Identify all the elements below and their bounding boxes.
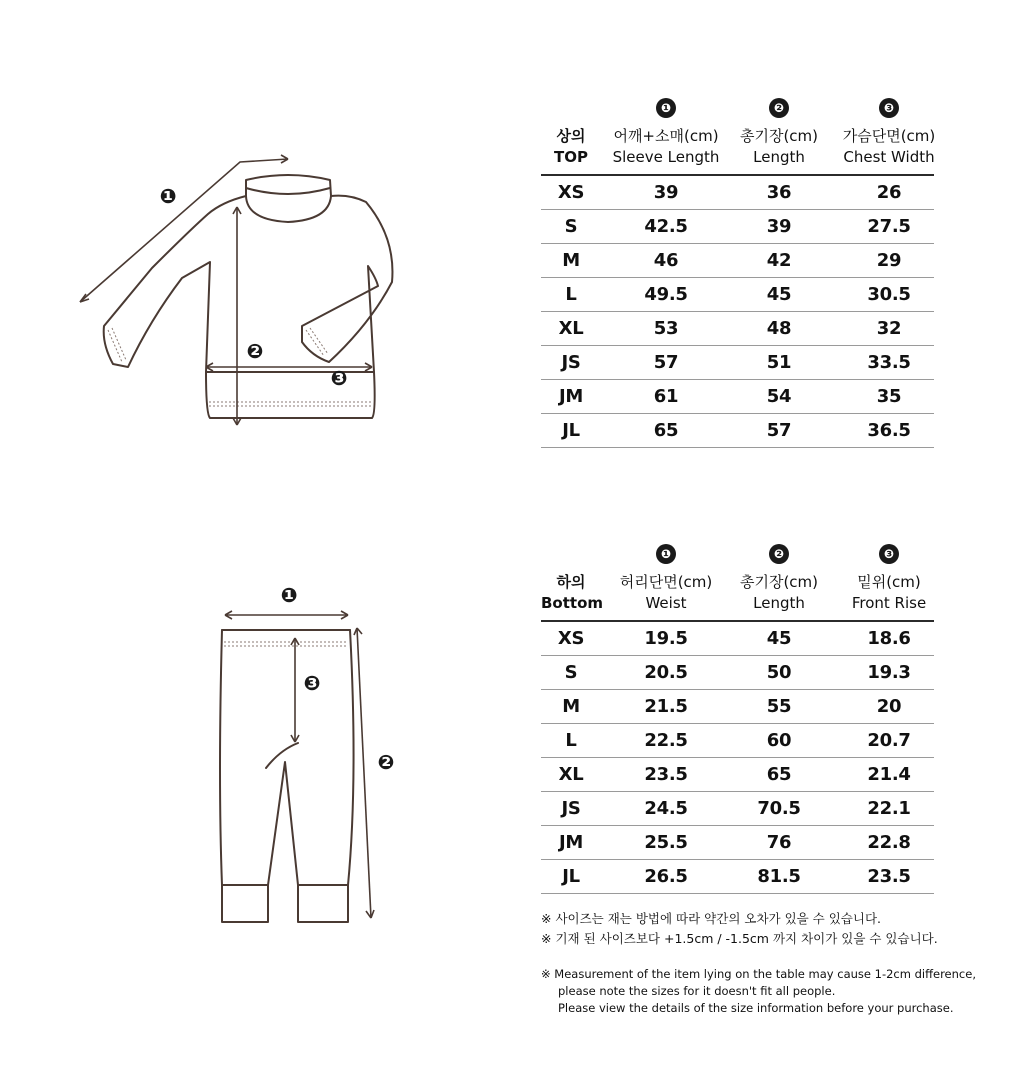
value-cell: 50 [766, 662, 792, 683]
size-cell: XL [558, 318, 584, 339]
value-cell: 19.5 [644, 628, 688, 649]
value-cell: 49.5 [644, 284, 688, 305]
value-cell: 36 [766, 182, 792, 203]
bottom-col3-en: Front Rise [851, 594, 927, 612]
bottom-col1-ko: 허리단면(cm) [619, 573, 713, 591]
value-cell: 23.5 [867, 866, 911, 887]
value-cell: 22.5 [644, 730, 688, 751]
bottom-col1-en: Weist [645, 594, 687, 612]
bottom-label [541, 572, 604, 614]
value-cell: 45 [766, 628, 792, 649]
note-en-1: ※ Measurement of the item lying on the table may cause 1-2cm difference, [541, 967, 976, 981]
table-row [541, 380, 934, 414]
table-row [541, 758, 934, 792]
note-ko-2: ※ 기재 된 사이즈보다 +1.5cm / -1.5cm 까지 차이가 있을 수 있습니다. [541, 931, 938, 946]
top-col2-header [719, 126, 839, 168]
bottom-col2-en: Length [753, 594, 805, 612]
value-cell: 21.4 [867, 764, 911, 785]
size-cell: JL [562, 420, 580, 441]
value-cell: 57 [766, 420, 792, 441]
bottom-label-ko: 하의 [556, 573, 586, 591]
value-cell: 22.1 [867, 798, 911, 819]
top-col1-marker: ❶ [656, 98, 676, 118]
top-col2-en: Length [753, 148, 805, 166]
value-cell: 65 [653, 420, 679, 441]
table-row [541, 860, 934, 894]
table-row [541, 346, 934, 380]
top-col1-ko: 어깨+소매(cm) [613, 127, 719, 145]
top-col1-en: Sleeve Length [612, 148, 720, 166]
top-table-header [541, 126, 934, 176]
bottom-col2-ko: 총기장(cm) [739, 573, 819, 591]
bottom-col3-marker: ❸ [879, 544, 899, 564]
top-col3-en: Chest Width [843, 148, 935, 166]
size-cell: JM [558, 832, 583, 853]
value-cell: 25.5 [644, 832, 688, 853]
table-row [541, 244, 934, 278]
bottom-size-table [541, 544, 934, 894]
top-col2-ko: 총기장(cm) [739, 127, 819, 145]
size-cell: XS [557, 182, 585, 203]
value-cell: 33.5 [867, 352, 911, 373]
note-en-3: Please view the details of the size information before your purchase. [558, 1001, 954, 1015]
table-row [541, 792, 934, 826]
table-row [541, 210, 934, 244]
note-en-2: please note the sizes for it doesn't fit all people. [558, 984, 836, 998]
value-cell: 53 [653, 318, 679, 339]
bottom-col3-header [829, 572, 949, 614]
value-cell: 36.5 [867, 420, 911, 441]
bottom-col1-marker: ❶ [656, 544, 676, 564]
value-cell: 32 [876, 318, 902, 339]
bottom-label-en: Bottom [541, 594, 604, 612]
bottom-col2-header [719, 572, 839, 614]
top-label-en: TOP [554, 148, 588, 166]
table-row [541, 724, 934, 758]
value-cell: 57 [653, 352, 679, 373]
value-cell: 46 [653, 250, 679, 271]
size-cell: L [565, 730, 577, 751]
value-cell: 42 [766, 250, 792, 271]
value-cell: 60 [766, 730, 792, 751]
top-diagram-marker-1: ❶ [159, 184, 177, 208]
value-cell: 55 [766, 696, 792, 717]
value-cell: 20.7 [867, 730, 911, 751]
size-cell: JS [561, 798, 581, 819]
bottom-marker-row [541, 544, 934, 572]
value-cell: 26.5 [644, 866, 688, 887]
note-ko-1: ※ 사이즈는 재는 방법에 따라 약간의 오차가 있을 수 있습니다. [541, 911, 882, 926]
size-cell: XS [557, 628, 585, 649]
value-cell: 23.5 [644, 764, 688, 785]
top-size-table [541, 98, 934, 448]
size-cell: M [562, 696, 580, 717]
value-cell: 19.3 [867, 662, 911, 683]
value-cell: 42.5 [644, 216, 688, 237]
value-cell: 35 [876, 386, 902, 407]
bottom-col3-ko: 밑위(cm) [857, 573, 921, 591]
table-row [541, 622, 934, 656]
bottom-diagram-marker-2: ❷ [377, 750, 395, 774]
top-diagram-marker-2: ❷ [246, 339, 264, 363]
korean-notes [541, 909, 1001, 949]
value-cell: 24.5 [644, 798, 688, 819]
value-cell: 22.8 [867, 832, 911, 853]
top-col3-ko: 가슴단면(cm) [842, 127, 936, 145]
value-cell: 29 [876, 250, 902, 271]
top-col1-header [606, 126, 726, 168]
bottom-diagram-marker-3: ❸ [303, 671, 321, 695]
bottom-col1-header [606, 572, 726, 614]
value-cell: 20.5 [644, 662, 688, 683]
top-label [541, 126, 601, 168]
top-label-ko: 상의 [556, 127, 586, 145]
value-cell: 51 [766, 352, 792, 373]
value-cell: 39 [766, 216, 792, 237]
size-cell: XL [558, 764, 584, 785]
value-cell: 39 [653, 182, 679, 203]
value-cell: 70.5 [757, 798, 801, 819]
size-cell: S [564, 216, 578, 237]
top-marker-row [541, 98, 934, 126]
value-cell: 54 [766, 386, 792, 407]
value-cell: 65 [766, 764, 792, 785]
value-cell: 30.5 [867, 284, 911, 305]
size-cell: M [562, 250, 580, 271]
table-row [541, 656, 934, 690]
value-cell: 45 [766, 284, 792, 305]
table-row [541, 690, 934, 724]
size-cell: L [565, 284, 577, 305]
english-notes [541, 966, 1011, 1017]
top-col3-header [829, 126, 949, 168]
table-row [541, 312, 934, 346]
value-cell: 20 [876, 696, 902, 717]
size-cell: S [564, 662, 578, 683]
bottom-table-header [541, 572, 934, 622]
value-cell: 76 [766, 832, 792, 853]
table-row [541, 826, 934, 860]
bottom-garment-diagram [0, 580, 420, 930]
top-col3-marker: ❸ [879, 98, 899, 118]
value-cell: 21.5 [644, 696, 688, 717]
value-cell: 27.5 [867, 216, 911, 237]
bottom-diagram-marker-1: ❶ [280, 583, 298, 607]
table-row [541, 176, 934, 210]
top-garment-diagram [0, 150, 420, 440]
bottom-col2-marker: ❷ [769, 544, 789, 564]
top-diagram-marker-3: ❸ [330, 366, 348, 390]
size-cell: JS [561, 352, 581, 373]
value-cell: 18.6 [867, 628, 911, 649]
table-row [541, 414, 934, 448]
top-col2-marker: ❷ [769, 98, 789, 118]
value-cell: 61 [653, 386, 679, 407]
value-cell: 81.5 [757, 866, 801, 887]
value-cell: 48 [766, 318, 792, 339]
size-cell: JM [558, 386, 583, 407]
value-cell: 26 [876, 182, 902, 203]
table-row [541, 278, 934, 312]
size-cell: JL [562, 866, 580, 887]
